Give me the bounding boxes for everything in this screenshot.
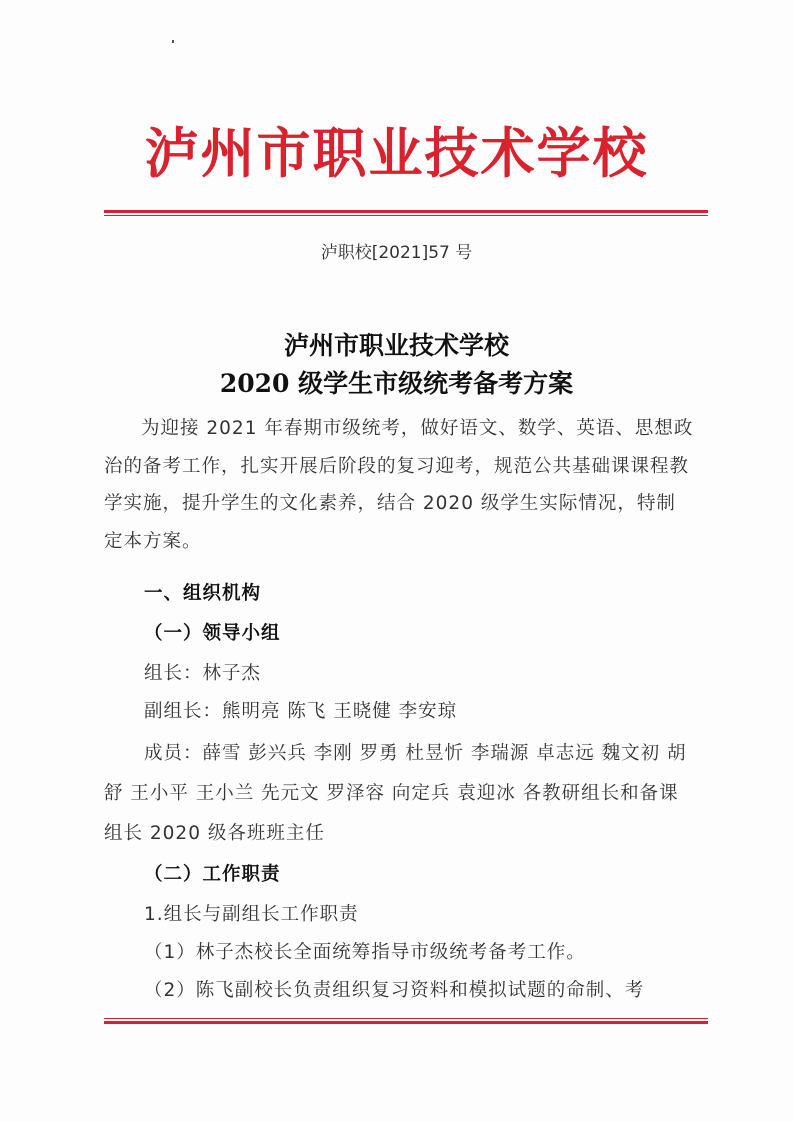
members-paragraph: 成员：薛雪 彭兴兵 李刚 罗勇 杜昱忻 李瑞源 卓志远 魏文初 胡舒 王小平 王小兰 先元文 罗泽容 向定兵 袁迎冰 各教研组长和备课组长 2020 级各班班主任 bbox=[104, 743, 687, 844]
subsection-heading-leadership: （一）领导小组 bbox=[144, 623, 281, 644]
footer-rule-thick bbox=[104, 1021, 708, 1024]
subsection-heading-duties: （二）工作职责 bbox=[144, 864, 281, 885]
deputy-leader-line: 副组长：熊明亮 陈飞 王晓健 李安琼 bbox=[144, 701, 458, 722]
duty-item-1: 1.组长与副组长工作职责 bbox=[144, 904, 359, 925]
title-line-1: 泸州市职业技术学校 bbox=[283, 331, 509, 360]
red-rule-thick bbox=[104, 210, 708, 213]
red-rule-thin bbox=[104, 215, 708, 216]
scan-speck bbox=[172, 40, 174, 43]
footer-rule-thin bbox=[104, 1018, 708, 1019]
leader-line: 组长：林子杰 bbox=[144, 663, 262, 684]
intro-paragraph: 为迎接 2021 年春期市级统考，做好语文、数学、英语、思想政治的备考工作，扎实开展后阶段的复习迎考，规范公共基础课课程教学实施，提升学生的文化素养，结合 2020 级学生实际情况，特制定本方案。 bbox=[104, 418, 694, 552]
duty-item-1-2: （2）陈飞副校长负责组织复习资料和模拟试题的命制、考 bbox=[144, 980, 645, 1001]
masthead-school-name: 泸州市职业技术学校 bbox=[144, 121, 649, 185]
masthead-red-rule bbox=[104, 210, 708, 217]
title-line-2: 2020 级学生市级统考备考方案 bbox=[219, 369, 574, 398]
document-number: 泸职校[2021]57 号 bbox=[320, 243, 473, 263]
footer-red-rule bbox=[104, 1018, 708, 1025]
section-heading-organization: 一、组织机构 bbox=[144, 583, 262, 604]
duty-item-1-1: （1）林子杰校长全面统筹指导市级统考备考工作。 bbox=[144, 942, 586, 963]
